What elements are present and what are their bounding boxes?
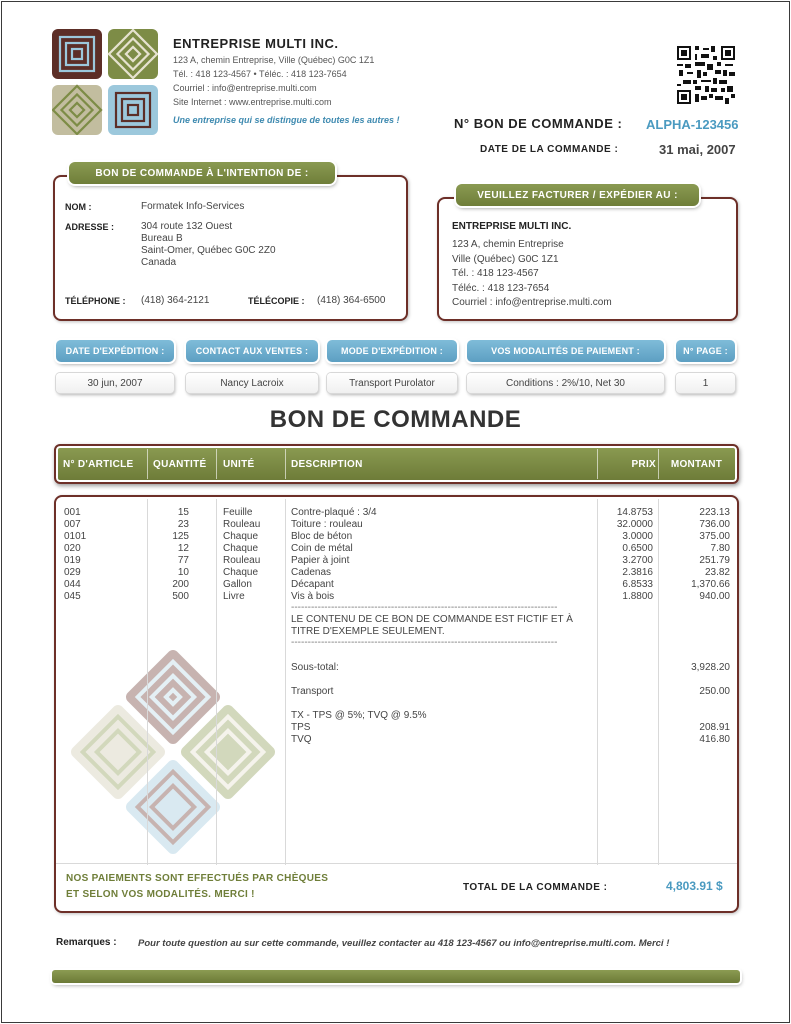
shipping-value: 250.00 [699,686,730,697]
ship-date: 30 jun, 2007 [56,373,174,393]
subtotal-value: 3,928.20 [691,662,730,673]
cell-qty: 77 [177,555,189,566]
order-date-label: DATE DE LA COMMANDE : [480,144,619,155]
tps-label: TPS [291,722,311,733]
po-number-label: N° BON DE COMMANDE : [454,116,623,131]
payment-note [66,871,328,903]
table-row [56,567,737,579]
subtotal-label: Sous-total: [291,662,339,673]
ship-mode-tab: MODE D'EXPÉDITION : [327,340,457,362]
cell-amount: 223.13 [699,507,730,518]
payment-terms: Conditions : 2%/10, Net 30 [467,373,664,393]
table-body [54,495,739,913]
recipient-tab: BON DE COMMANDE À L'INTENTION DE : [69,162,335,184]
cell-amount: 375.00 [699,531,730,542]
cell-desc: Papier à joint [291,555,350,566]
billing-line: Courriel : info@entreprise.multi.com [452,297,612,308]
logo-watermark [68,647,278,857]
cell-qty: 125 [172,531,189,542]
billing-line: 123 A, chemin Entreprise [452,239,564,250]
cell-desc: Décapant [291,579,334,590]
table-row [56,579,737,591]
cell-price: 1.8800 [622,591,653,602]
cell-desc: Contre-plaqué : 3/4 [291,507,377,518]
payment-note-line: NOS PAIEMENTS SONT EFFECTUÉS PAR CHÈQUES [66,873,329,884]
notice-line: TITRE D'EXEMPLE SEULEMENT. [291,626,445,637]
cell-price: 32.0000 [616,519,653,530]
company-email: Courriel : info@entreprise.multi.com [173,83,317,93]
tvq-label: TVQ [291,734,312,745]
total-value: 4,803.91 $ [666,879,723,893]
table-row [56,555,737,567]
page-number-tab: N° PAGE : [676,340,735,362]
cell-price: 3.0000 [622,531,653,542]
cell-item: 0101 [64,531,87,542]
cell-unit: Livre [223,591,245,602]
cell-desc: Bloc de béton [291,531,353,542]
order-date: 31 mai, 2007 [659,142,736,157]
cell-qty: 15 [177,507,189,518]
cell-desc: Cadenas [291,567,332,578]
company-website: Site Internet : www.entreprise.multi.com [173,97,332,107]
company-address: 123 A, chemin Entreprise, Ville (Québec) G0C 1Z1 [173,55,375,65]
cell-amount: 1,370.66 [691,579,730,590]
address-line: Canada [141,257,177,268]
cell-amount: 736.00 [699,519,730,530]
tvq-value: 416.80 [699,734,730,745]
billing-name: ENTREPRISE MULTI INC. [452,221,572,232]
header-divider [285,449,286,479]
remarks-label: Remarques : [56,937,117,948]
cell-price: 3.2700 [622,555,653,566]
billing-line: Tél. : 418 123-4567 [452,268,539,279]
header-divider [597,449,598,479]
header-unit: UNITÉ [223,458,255,470]
recipient-phone: (418) 364-2121 [141,295,210,306]
recipient-address-label: ADRESSE : [65,222,115,232]
billing-line: Téléc. : 418 123-7654 [452,282,550,294]
cell-unit: Rouleau [223,519,261,530]
cell-unit: Chaque [223,531,259,542]
header-price: PRIX [631,458,656,470]
cell-item: 045 [64,591,81,602]
recipient-fax: (418) 364-6500 [317,295,386,306]
contact-tab: CONTACT AUX VENTES : [186,340,318,362]
header-amount: MONTANT [670,458,723,470]
table-row [56,519,737,531]
cell-unit: Gallon [223,579,252,590]
cell-qty: 10 [177,567,189,578]
cell-desc: Vis à bois [291,591,335,602]
cell-qty: 23 [177,519,189,530]
cell-unit: Chaque [223,567,259,578]
cell-amount: 940.00 [699,591,730,602]
cell-desc: Toiture : rouleau [291,519,363,530]
billing-line: Ville (Québec) G0C 1Z1 [452,253,559,265]
table-row [56,531,737,543]
recipient-name: Formatek Info-Services [141,201,245,212]
table-row [56,507,737,519]
header-divider [658,449,659,479]
cell-desc: Coin de métal [291,543,353,554]
document-title: BON DE COMMANDE [269,406,522,433]
tax-note: TX - TPS @ 5%; TVQ @ 9.5% [291,710,427,721]
bottom-decorative-bar [52,970,740,983]
cell-unit: Chaque [223,543,259,554]
cell-price: 6.8533 [622,579,653,590]
cell-qty: 200 [172,579,189,590]
billing-lines [452,238,612,311]
table-row [56,543,737,555]
header-desc: DESCRIPTION [291,458,363,470]
cell-item: 007 [64,519,81,530]
ship-mode: Transport Purolator [327,373,457,393]
cell-item: 019 [64,555,81,566]
company-slogan: Une entreprise qui se distingue de toutes les autres ! [173,115,400,125]
total-label: TOTAL DE LA COMMANDE : [463,882,608,893]
company-logo [52,29,158,135]
cell-unit: Rouleau [223,555,261,566]
header-divider [216,449,217,479]
company-phones: Tél. : 418 123-4567 • Téléc. : 418 123-7654 [173,69,347,79]
recipient-address [141,221,276,269]
remarks-text: Pour toute question au sur cette commande, veuillez contacter au 418 123-4567 ou info@entreprise.multi.com. Merci ! [138,938,670,949]
cell-item: 020 [64,543,81,554]
recipient-phone-label: TÉLÉPHONE : [65,296,126,306]
cell-amount: 7.80 [710,543,730,554]
page-number: 1 [676,373,735,393]
cell-item: 044 [64,579,81,590]
recipient-name-label: NOM : [65,202,92,212]
shipping-label: Transport [291,686,334,697]
recipient-fax-label: TÉLÉCOPIE : [248,296,305,306]
cell-price: 14.8753 [616,507,653,518]
billing-tab: VEUILLEZ FACTURER / EXPÉDIER AU : [456,184,699,206]
address-line: 304 route 132 Ouest [141,221,233,232]
footer-divider [56,863,737,864]
notice-line: LE CONTENU DE CE BON DE COMMANDE EST FICTIF ET À [291,614,573,625]
payment-note-line: ET SELON VOS MODALITÉS. MERCI ! [66,889,255,900]
cell-amount: 251.79 [699,555,730,566]
ship-date-tab: DATE D'EXPÉDITION : [56,340,174,362]
cell-amount: 23.82 [704,567,730,578]
cell-item: 029 [64,567,81,578]
address-line: Saint-Omer, Québec G0C 2Z0 [141,245,276,256]
cell-price: 0.6500 [622,543,653,554]
header-divider [147,449,148,479]
cell-price: 2.3816 [622,567,653,578]
header-qty: QUANTITÉ [153,458,207,470]
sales-contact: Nancy Lacroix [186,373,318,393]
divider-line: -------------------------------------------------------------------------------- [291,602,558,613]
cell-item: 001 [64,507,81,518]
cell-qty: 12 [177,543,189,554]
table-header [54,444,739,484]
tps-value: 208.91 [699,722,730,733]
qr-code-icon [677,46,735,104]
divider-line: -------------------------------------------------------------------------------- [291,637,558,648]
address-line: Bureau B [141,233,183,244]
payment-terms-tab: VOS MODALITÉS DE PAIEMENT : [467,340,664,362]
cell-qty: 500 [172,591,189,602]
cell-unit: Feuille [223,507,253,518]
company-name: ENTREPRISE MULTI INC. [173,36,339,51]
po-number: ALPHA-123456 [646,117,739,132]
header-item: N° D'ARTICLE [63,458,134,470]
